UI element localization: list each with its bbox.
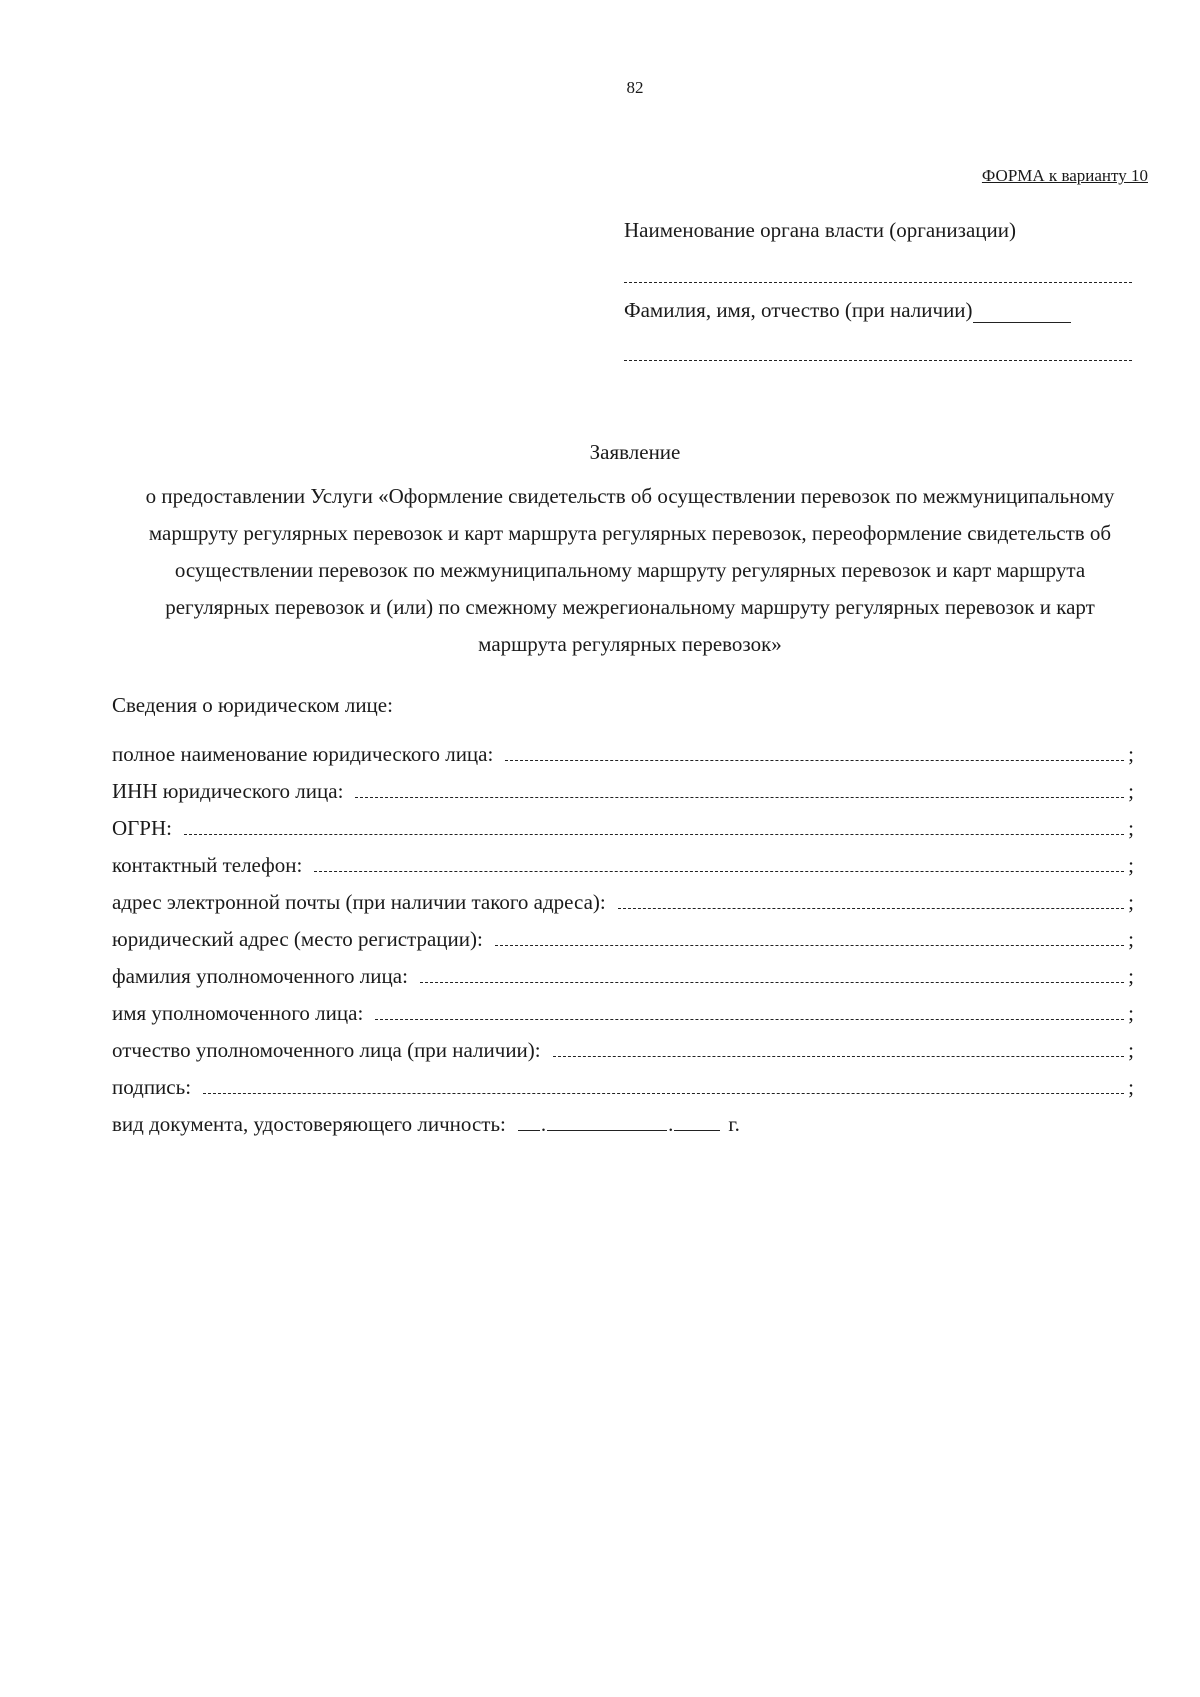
field-input-line[interactable]: [314, 870, 1124, 872]
field-row: [112, 804, 1134, 841]
field-end-mark: ;: [1128, 964, 1134, 988]
field-end-mark: ;: [1128, 779, 1134, 803]
document-subtitle: о предоставлении Услуги «Оформление свидетельств об осуществлении перевозок по межмуниципальному маршруту регулярных перевозок и карт маршрута регулярных перевозок, переоформление свидетельств об осуществлении перевозок по межмуниципальному маршруту регулярных перевозок и карт маршрута регулярных перевозок и (или) по смежному межрегиональному маршруту регулярных перевозок и карт маршрута регулярных перевозок»: [145, 484, 1115, 656]
id-document-year-blank[interactable]: [674, 1112, 720, 1131]
field-label: ОГРН:: [112, 816, 172, 840]
field-row: [112, 952, 1134, 989]
field-input-line[interactable]: [355, 796, 1124, 798]
field-input-line[interactable]: [184, 833, 1124, 835]
field-input-line[interactable]: [618, 907, 1124, 909]
authority-label-text: Наименование органа власти (организации): [624, 218, 1016, 242]
field-label: полное наименование юридического лица:: [112, 742, 494, 766]
field-end-mark: ;: [1128, 816, 1134, 840]
authority-label: [624, 218, 1132, 243]
field-label: контактный телефон:: [112, 853, 303, 877]
field-end-mark: ;: [1128, 890, 1134, 914]
page-number: 82: [626, 78, 644, 97]
field-label: отчество уполномоченного лица (при наличии):: [112, 1038, 541, 1062]
legal-entity-heading: Сведения о юридическом лице:: [112, 693, 393, 717]
field-input-line[interactable]: [553, 1055, 1125, 1057]
legal-entity-section: [112, 693, 1134, 1137]
field-end-mark: ;: [1128, 927, 1134, 951]
field-row: [112, 730, 1134, 767]
field-row: [112, 989, 1134, 1026]
field-end-mark: ;: [1128, 1001, 1134, 1025]
id-document-sep-2: .: [668, 1112, 674, 1136]
field-end-mark: ;: [1128, 1038, 1134, 1062]
field-row: [112, 841, 1134, 878]
authority-field[interactable]: [624, 281, 1132, 283]
id-document-year-suffix: г.: [728, 1112, 740, 1136]
field-input-line[interactable]: [495, 944, 1124, 946]
field-end-mark: ;: [1128, 853, 1134, 877]
id-document-sep-1: .: [540, 1112, 547, 1136]
field-end-mark: ;: [1128, 742, 1134, 766]
field-row: [112, 878, 1134, 915]
applicant-name-label: [624, 298, 1132, 323]
field-row: [112, 1026, 1134, 1063]
field-label: фамилия уполномоченного лица:: [112, 964, 408, 988]
form-reference: ФОРМА к варианту 10: [981, 166, 1148, 185]
field-label: ИНН юридического лица:: [112, 779, 344, 803]
legal-entity-fields: [112, 730, 1134, 1100]
field-row: [112, 1063, 1134, 1100]
field-label: юридический адрес (место регистрации):: [112, 927, 483, 951]
field-label: подпись:: [112, 1075, 192, 1099]
document-title: Заявление: [589, 440, 681, 464]
applicant-name-blank[interactable]: [973, 304, 1071, 323]
id-document-day-blank[interactable]: [518, 1112, 540, 1131]
applicant-name-label-text: Фамилия, имя, отчество (при наличии): [624, 298, 973, 322]
applicant-name-blank-line: [624, 359, 1132, 361]
authority-blank-line: [624, 281, 1132, 283]
id-document-row: [112, 1100, 1134, 1137]
field-row: [112, 915, 1134, 952]
field-row: [112, 767, 1134, 804]
field-input-line[interactable]: [505, 759, 1124, 761]
applicant-name-field[interactable]: [624, 359, 1132, 361]
id-document-label: вид документа, удостоверяющего личность:: [112, 1112, 506, 1136]
field-input-line[interactable]: [203, 1092, 1124, 1094]
field-end-mark: ;: [1128, 1075, 1134, 1099]
field-label: адрес электронной почты (при наличии такого адреса):: [112, 890, 606, 914]
id-document-month-blank[interactable]: [547, 1112, 667, 1131]
field-input-line[interactable]: [375, 1018, 1124, 1020]
field-input-line[interactable]: [420, 981, 1124, 983]
field-label: имя уполномоченного лица:: [112, 1001, 364, 1025]
